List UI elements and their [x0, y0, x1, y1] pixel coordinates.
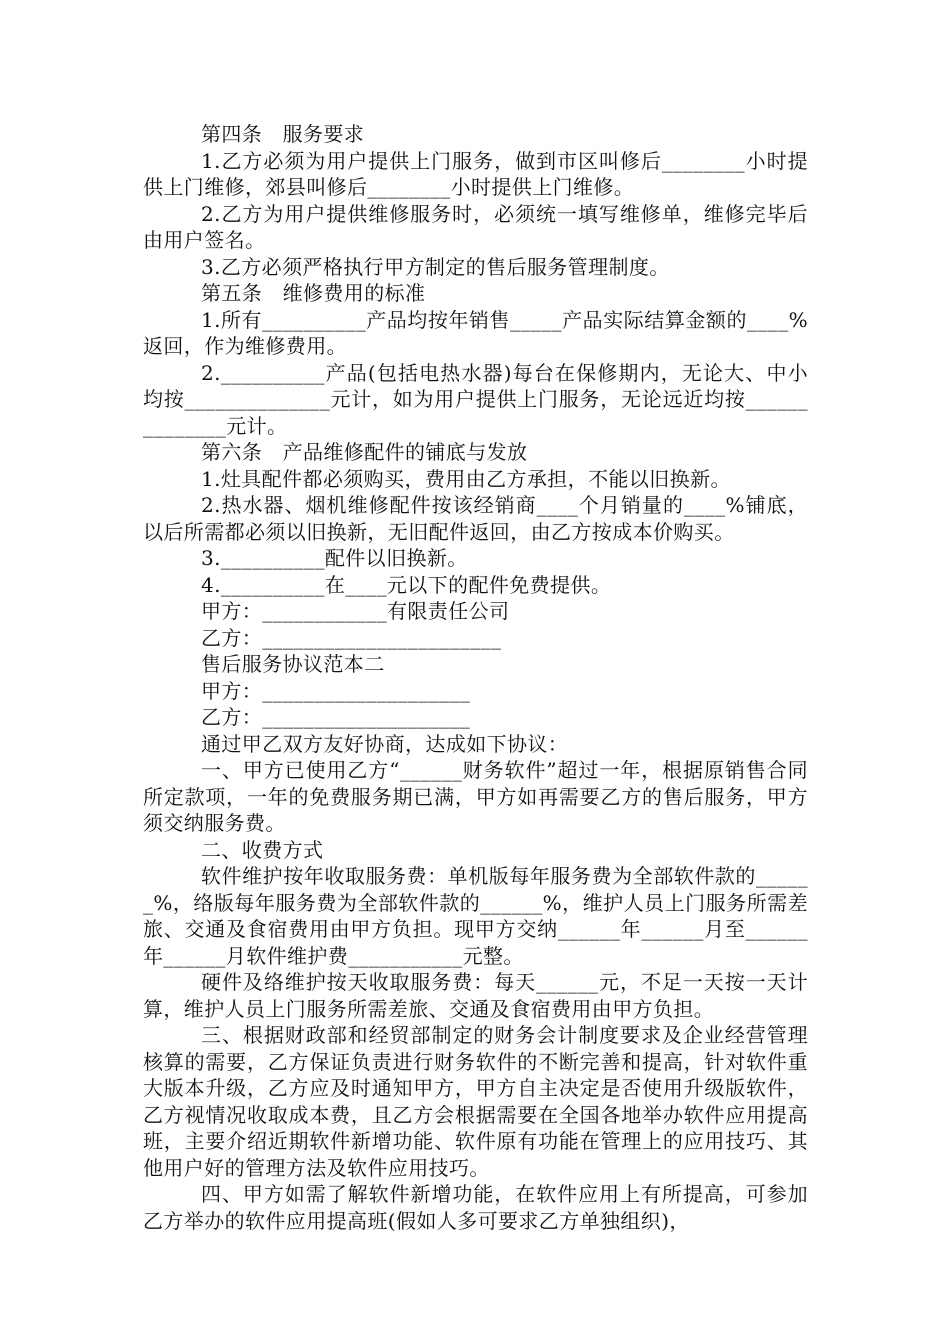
template-2-section-3: 三、根据财政部和经贸部制定的财务会计制度要求及企业经营管理核算的需要，乙方保证负责进行财务软件的不断完善和提高，针对软件重大版本升级，乙方应及时通知甲方，甲方自主决定是否使用升级版软件，乙方视情况收取成本费，且乙方会根据需要在全国各地举办软件应用提高班，主要介绍近期软件新增功能、软件原有功能在管理上的应用技巧、其他用户好的管理方法及软件应用技巧。	[143, 1023, 808, 1180]
article-6-clause-4: 4.__________在____元以下的配件免费提供。	[201, 572, 612, 597]
template-2-section-2-heading: 二、收费方式	[201, 837, 324, 862]
template-2-title: 售后服务协议范本二	[201, 652, 385, 676]
article-6-clause-1: 1.灶具配件都必须购买，费用由乙方承担，不能以旧换新。	[201, 466, 731, 491]
template-2-section-4: 四、甲方如需了解软件新增功能，在软件应用上有所提高，可参加乙方举办的软件应用提高班(假如人多可要求乙方单独组织)，	[143, 1182, 808, 1233]
article-5-clause-1: 1.所有__________产品均按年销售_____产品实际结算金额的____%返回，作为维修费用。	[143, 307, 808, 358]
template-2-software-fee: 软件维护按年收取服务费：单机版每年服务费为全部软件款的______%，络版每年服务费为全部软件款的______%，维护人员上门服务所需差旅、交通及食宿费用由甲方负担。现甲方交纳______年______月至______年______月软件维护费___________元整。	[143, 864, 808, 968]
article-4-clause-2: 2.乙方为用户提供维修服务时，必须统一填写维修单，维修完毕后由用户签名。	[143, 201, 808, 252]
party-b-signature-line: 乙方：_______________________	[201, 625, 502, 650]
template-2-party-b: 乙方：____________________	[201, 705, 471, 729]
template-2-party-a: 甲方：____________________	[201, 678, 471, 703]
article-4-heading: 第四条 服务要求	[201, 122, 365, 146]
article-6-clause-3: 3.__________配件以旧换新。	[201, 546, 468, 570]
document-page	[143, 121, 808, 1234]
template-2-intro: 通过甲乙双方友好协商，达成如下协议：	[201, 731, 569, 756]
article-5-heading: 第五条 维修费用的标准	[201, 281, 426, 305]
article-4-clause-1: 1.乙方必须为用户提供上门服务，做到市区叫修后________小时提供上门维修，郊县叫修后________小时提供上门维修。	[143, 148, 808, 199]
article-6-clause-2: 2.热水器、烟机维修配件按该经销商____个月销量的____%铺底，以后所需都必须以旧换新，无旧配件返回，由乙方按成本价购买。	[143, 493, 808, 544]
template-2-section-1: 一、甲方已使用乙方“______财务软件”超过一年，根据原销售合同所定款项，一年的免费服务期已满，甲方如再需要乙方的售后服务，甲方须交纳服务费。	[143, 758, 808, 835]
template-2-hardware-fee: 硬件及络维护按天收取服务费：每天______元，不足一天按一天计算，维护人员上门服务所需差旅、交通及食宿费用由甲方负担。	[143, 970, 808, 1021]
article-6-heading: 第六条 产品维修配件的铺底与发放	[201, 440, 528, 464]
party-a-signature-line: 甲方：____________有限责任公司	[201, 599, 510, 623]
article-4-clause-3: 3.乙方必须严格执行甲方制定的售后服务管理制度。	[201, 254, 670, 279]
article-5-clause-2: 2.__________产品(包括电热水器)每台在保修期内，无论大、中小均按______________元计，如为用户提供上门服务，无论远近均按______________元计。	[143, 360, 808, 438]
